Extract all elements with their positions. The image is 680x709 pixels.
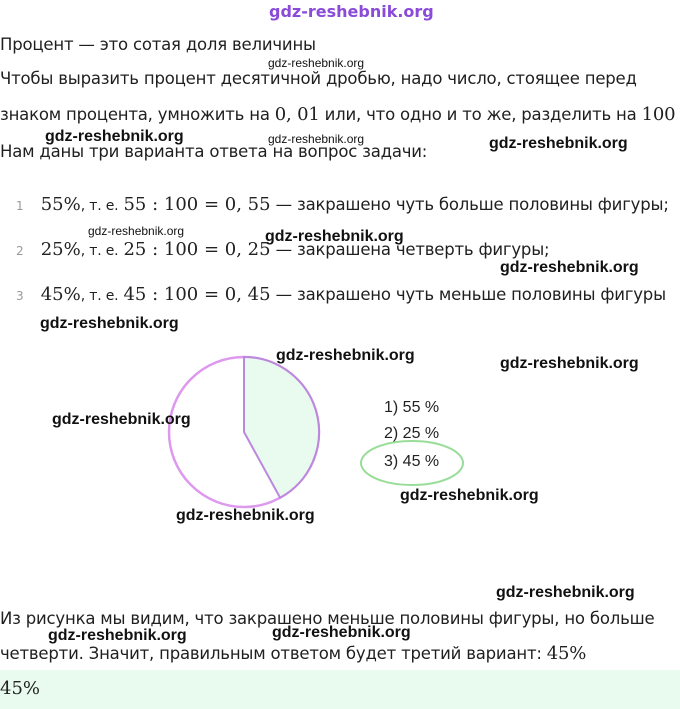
- variant-description: — закрашена четверть фигуры;: [275, 240, 550, 259]
- definition-text: Процент — это сотая доля величины: [0, 35, 316, 54]
- conclusion-value: 45%: [546, 643, 587, 664]
- watermark: gdz-reshebnik.org: [176, 507, 315, 524]
- variant-percent: 45%: [40, 284, 81, 305]
- watermark: gdz-reshebnik.org: [268, 132, 365, 146]
- rule-line-2-c: или, что одно и то же, разделить на: [324, 105, 637, 124]
- variant-description: — закрашено чуть меньше половины фигуры: [275, 285, 666, 304]
- answer-value: 45%: [0, 678, 41, 699]
- variant-percent: 55%: [40, 194, 81, 215]
- rule-line-1: Чтобы выразить процент десятичной дробью, надо число, стоящее перед: [0, 69, 637, 88]
- variant-mid: , т. е.: [80, 243, 119, 259]
- watermark: gdz-reshebnik.org: [400, 487, 539, 504]
- variants-intro: Нам даны три варианта ответа на вопрос задачи:: [0, 142, 428, 161]
- watermark: gdz-reshebnik.org: [45, 128, 184, 145]
- rule-value-100: 100: [641, 104, 676, 125]
- conclusion-line-2: [0, 643, 586, 664]
- legend-option-3: 3) 45 %: [384, 453, 440, 470]
- variant-number: 1: [16, 199, 24, 213]
- variant-expression: 45 : 100 = 0, 45: [123, 284, 271, 305]
- watermark: gdz-reshebnik.org: [489, 135, 628, 152]
- variant-description: — закрашено чуть больше половины фигуры;: [275, 195, 669, 214]
- legend-option-2: 2) 25 %: [384, 425, 440, 442]
- watermark: gdz-reshebnik.org: [500, 259, 639, 276]
- variant-mid: , т. е.: [80, 288, 119, 304]
- variant-expression: 55 : 100 = 0, 55: [123, 194, 271, 215]
- variant-mid: , т. е.: [80, 198, 119, 214]
- watermark: gdz-reshebnik.org: [40, 315, 179, 332]
- watermark: gdz-reshebnik.org: [276, 347, 415, 364]
- watermark: gdz-reshebnik.org: [496, 584, 635, 601]
- watermark: gdz-reshebnik.org: [88, 224, 185, 238]
- variant-number: 2: [16, 244, 24, 258]
- variant-percent: 25%: [40, 239, 81, 260]
- rule-line-2-a: знаком процента, умножить на: [0, 105, 270, 124]
- watermark: gdz-reshebnik.org: [52, 411, 191, 428]
- watermark: gdz-reshebnik.org: [268, 56, 365, 70]
- watermark: gdz-reshebnik.org: [272, 624, 411, 641]
- answer-bar: [0, 670, 680, 709]
- conclusion-line-1: Из рисунка мы видим, что закрашено меньше половины фигуры, но больше: [0, 609, 655, 628]
- watermark: gdz-reshebnik.org: [500, 355, 639, 372]
- watermark-top: gdz-reshebnik.org: [269, 2, 434, 21]
- conclusion-line-2-text: четверти. Значит, правильным ответом будет третий вариант:: [0, 644, 542, 663]
- variant-expression: 25 : 100 = 0, 25: [123, 239, 271, 260]
- legend-option-1: 1) 55 %: [384, 399, 440, 416]
- rule-value-001: 0, 01: [274, 104, 320, 125]
- watermark: gdz-reshebnik.org: [265, 228, 404, 245]
- variant-number: 3: [16, 289, 24, 303]
- watermark: gdz-reshebnik.org: [48, 627, 187, 644]
